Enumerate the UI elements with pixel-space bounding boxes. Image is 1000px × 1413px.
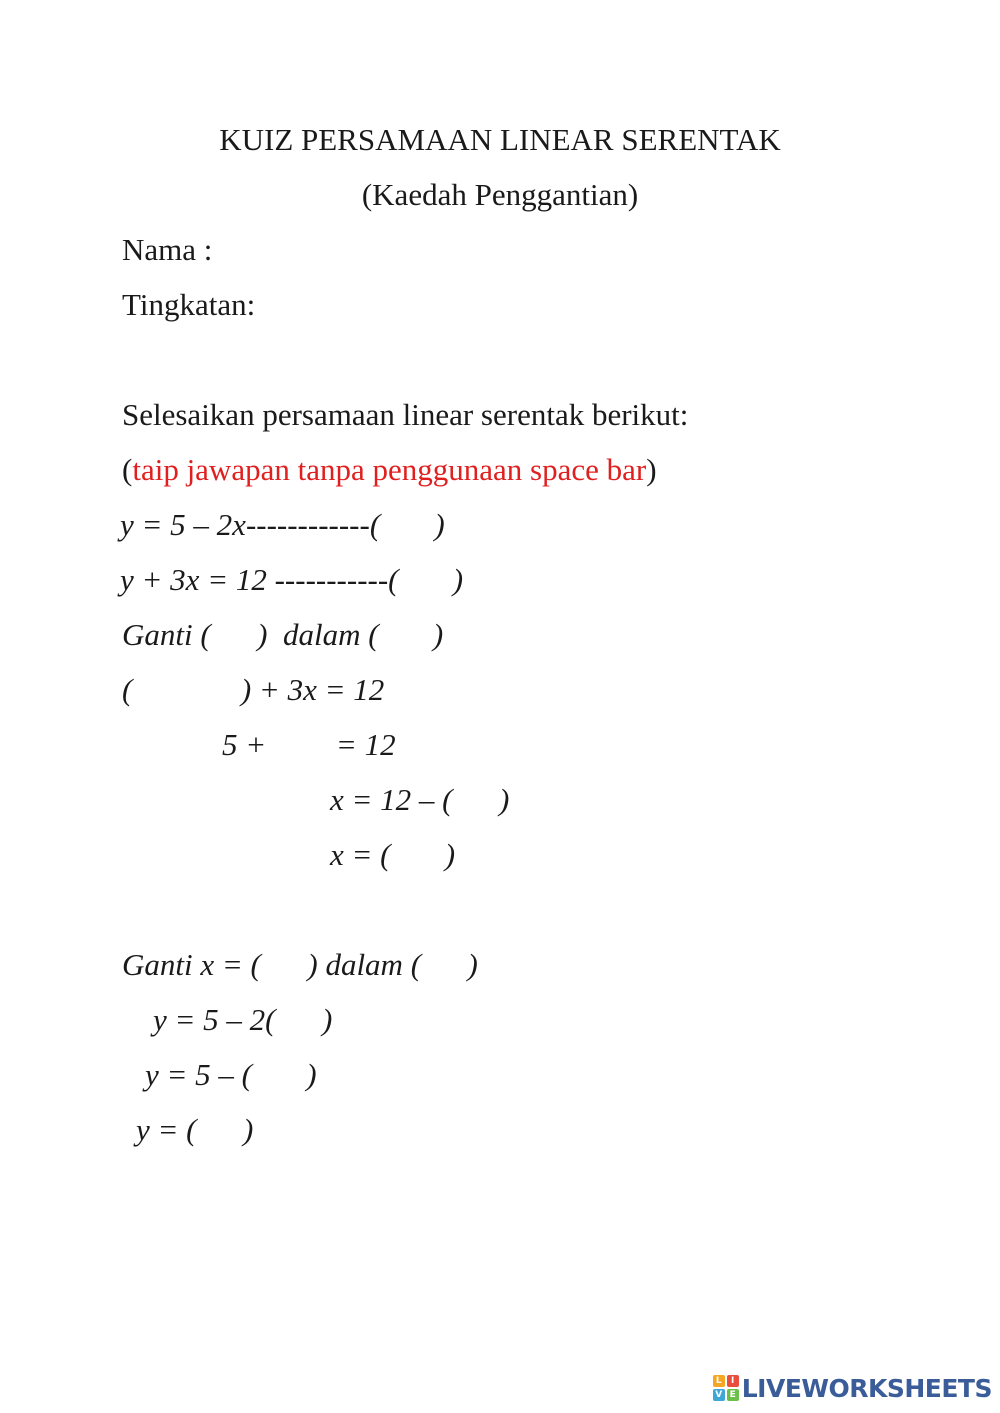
equation-2: y + 3x = 12 -----------( ) bbox=[120, 562, 464, 597]
note-close-paren: ) bbox=[646, 452, 657, 487]
note-line bbox=[122, 452, 657, 488]
liveworksheets-logo-icon bbox=[713, 1375, 739, 1401]
step-x-result: x = ( ) bbox=[330, 837, 456, 872]
note-text: taip jawapan tanpa penggunaan space bar bbox=[132, 452, 647, 487]
logo-cell-l: L bbox=[713, 1375, 725, 1387]
equation-1: y = 5 – 2x------------( ) bbox=[120, 507, 445, 542]
step-substitute-2: Ganti x = ( ) dalam ( ) bbox=[122, 947, 478, 982]
logo-cell-v: V bbox=[713, 1389, 725, 1401]
logo-cell-e: E bbox=[727, 1389, 739, 1401]
step-expand: ( ) + 3x = 12 bbox=[122, 672, 385, 707]
note-open-paren: ( bbox=[122, 452, 133, 487]
liveworksheets-logo bbox=[713, 1373, 992, 1403]
step-isolate-x: x = 12 – ( ) bbox=[330, 782, 510, 817]
step-substitute-1: Ganti ( ) dalam ( ) bbox=[122, 617, 444, 652]
page-title: KUIZ PERSAMAAN LINEAR SERENTAK bbox=[219, 122, 781, 157]
page-subtitle: (Kaedah Penggantian) bbox=[361, 177, 639, 212]
step-simplify: 5 + = 12 bbox=[222, 727, 396, 762]
step-y-simplify: y = 5 – ( ) bbox=[145, 1057, 317, 1092]
step-y-expand: y = 5 – 2( ) bbox=[153, 1002, 333, 1037]
instruction-text: Selesaikan persamaan linear serentak berikut: bbox=[122, 397, 689, 432]
name-label: Nama : bbox=[122, 232, 213, 267]
step-y-result: y = ( ) bbox=[136, 1112, 254, 1147]
liveworksheets-logo-text: LIVEWORKSHEETS bbox=[741, 1373, 992, 1403]
logo-cell-i: I bbox=[727, 1375, 739, 1387]
form-label: Tingkatan: bbox=[122, 287, 256, 322]
